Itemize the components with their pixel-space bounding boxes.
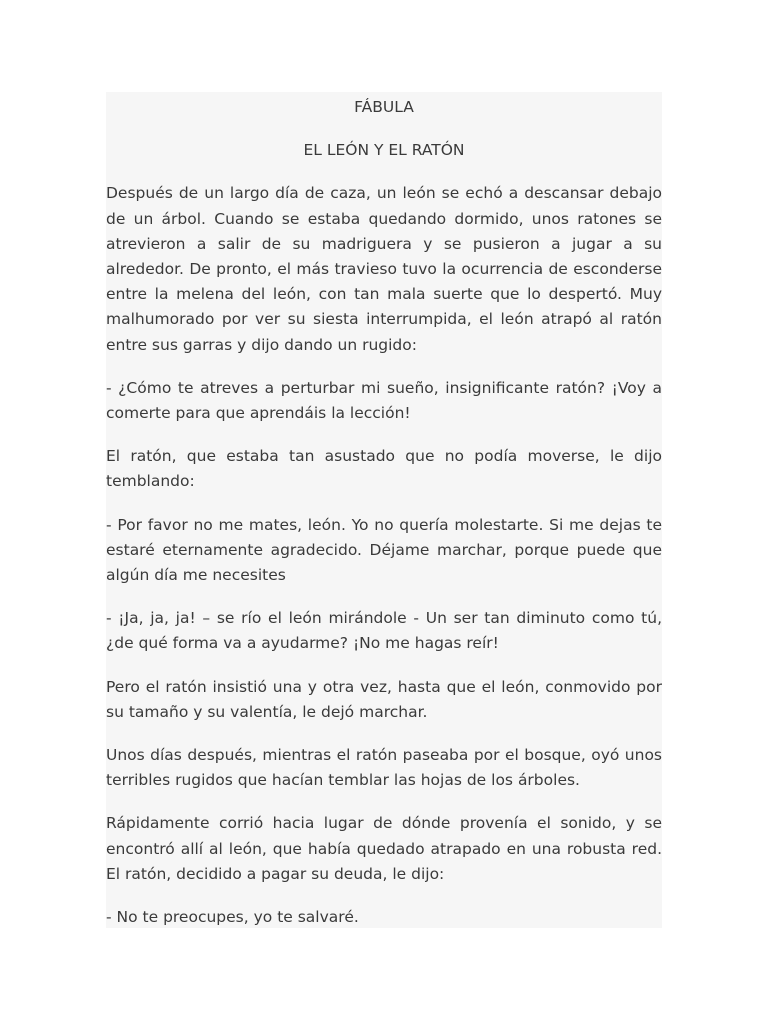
- paragraph-7: Unos días después, mientras el ratón paseaba por el bosque, oyó unos terribles rugidos que hacían temblar las hojas de los árboles.: [106, 746, 662, 790]
- document-heading: FÁBULA: [354, 98, 414, 116]
- paragraph-6: Pero el ratón insistió una y otra vez, hasta que el león, conmovido por su tamaño y su valentía, le dejó marchar.: [106, 677, 662, 721]
- paragraph-5: - ¡Ja, ja, ja! – se río el león mirándole - Un ser tan diminuto como tú, ¿de qué forma va a ayudarme? ¡No me hagas reír!: [106, 609, 662, 653]
- paragraph-1: Después de un largo día de caza, un león se echó a descansar debajo de un árbol. Cuando se estaba quedando dormido, unos ratones se atrevieron a salir de su madriguera y se pusieron a jugar a su alrededor. De pronto, el más travieso tuvo la ocurrencia de esconderse entre la melena del león, con tan mala suerte que lo despertó. Muy malhumorado por ver su siesta interrumpida, el león atrapó al ratón entre sus garras y dijo dando un rugido:: [106, 184, 662, 354]
- paragraph-2: - ¿Cómo te atreves a perturbar mi sueño, insignificante ratón? ¡Voy a comerte para que aprendáis la lección!: [106, 378, 662, 423]
- document-page: [106, 92, 662, 928]
- document-title: EL LEÓN Y EL RATÓN: [303, 141, 465, 160]
- paragraph-8: Rápidamente corrió hacia lugar de dónde provenía el sonido, y se encontró allí al león, que había quedado atrapado en una robusta red. El ratón, decidido a pagar su deuda, le dijo:: [106, 814, 662, 883]
- paragraph-9: - No te preocupes, yo te salvaré.: [106, 908, 359, 927]
- paragraph-3: El ratón, que estaba tan asustado que no podía moverse, le dijo temblando:: [106, 447, 662, 491]
- paragraph-4: - Por favor no me mates, león. Yo no quería molestarte. Si me dejas te estaré eternamente agradecido. Déjame marchar, porque puede que algún día me necesites: [106, 515, 662, 585]
